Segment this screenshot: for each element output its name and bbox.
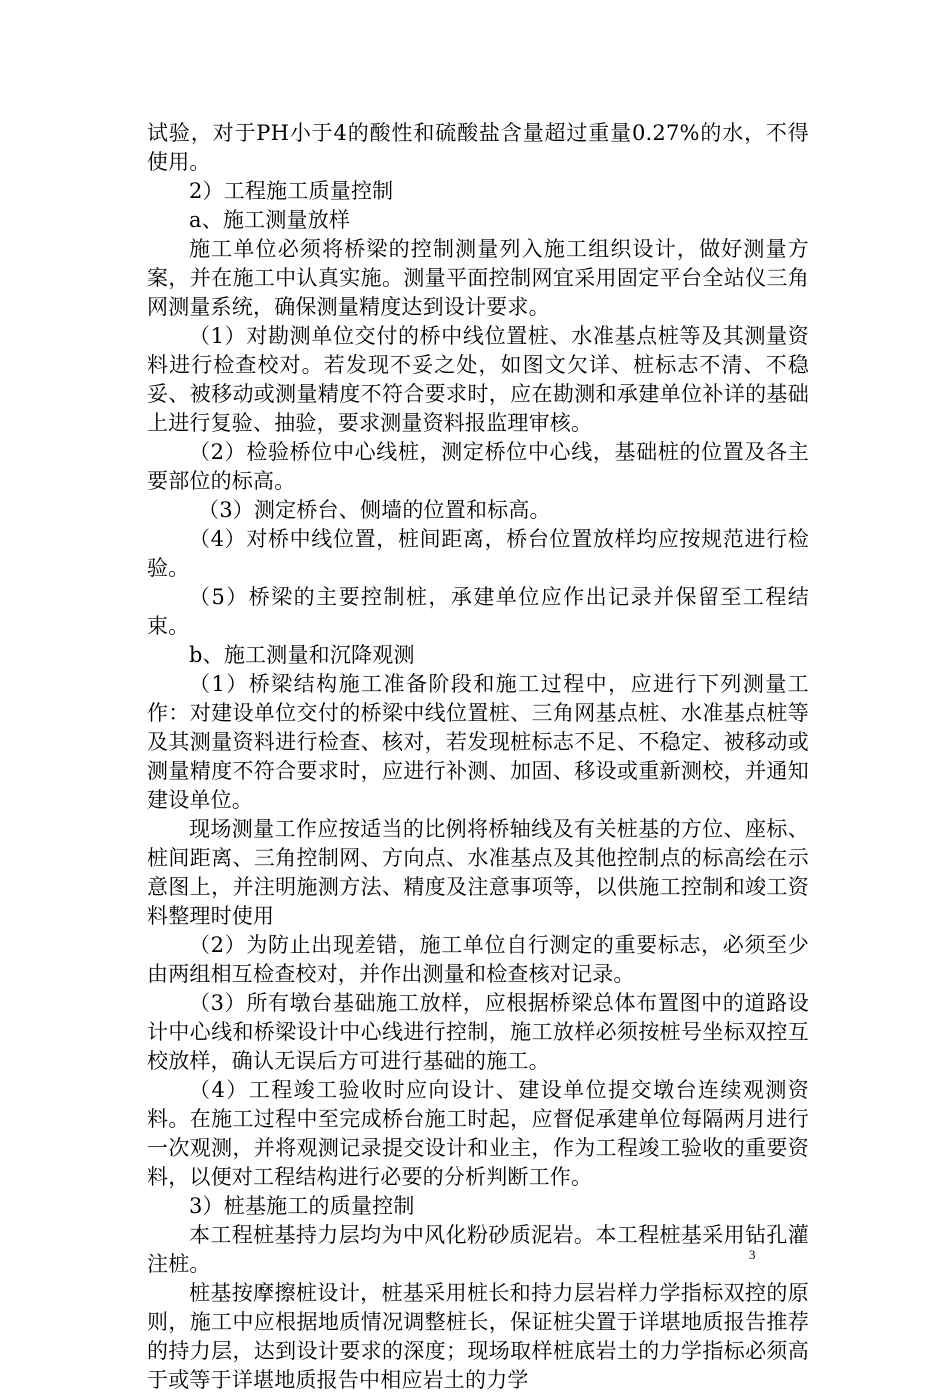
list-item: （5）桥梁的主要控制桩，承建单位应作出记录并保留至工程结束。 — [147, 585, 809, 638]
page-number: 3 — [749, 1247, 756, 1262]
subsection-heading: a、施工测量放样 — [189, 208, 351, 232]
section-heading: 3）桩基施工的质量控制 — [189, 1194, 415, 1218]
paragraph: 本工程桩基持力层均为中风化粉砂质泥岩。本工程桩基采用钻孔灌注桩。 — [147, 1223, 809, 1276]
list-item: （2）检验桥位中心线桩，测定桥位中心线，基础桩的位置及各主要部位的标高。 — [147, 440, 809, 493]
paragraph: 现场测量工作应按适当的比例将桥轴线及有关桩基的方位、座标、桩间距离、三角控制网、方向点、水准基点及其他控制点的标高绘在示意图上，并注明施测方法、精度及注意事项等，以供施工控制和竣工资料整理时使用 — [147, 817, 809, 928]
paragraph: 施工单位必须将桥梁的控制测量列入施工组织设计，做好测量方案，并在施工中认真实施。测量平面控制网宜采用固定平台全站仪三角网测量系统，确保测量精度达到设计要求。 — [147, 237, 809, 319]
list-item: （4）对桥中线位置，桩间距离，桥台位置放样均应按规范进行检验。 — [147, 527, 809, 580]
list-item: （1）桥梁结构施工准备阶段和施工过程中，应进行下列测量工作：对建设单位交付的桥梁中线位置桩、三角网基点桩、水准基点桩等及其测量资料进行检查、核对，若发现桩标志不足、不稳定、被移动或测量精度不符合要求时，应进行补测、加固、移设或重新测校，并通知建设单位。 — [147, 672, 809, 812]
list-item: （1）对勘测单位交付的桥中线位置桩、水准基点桩等及其测量资料进行检查校对。若发现不妥之处，如图文欠详、桩标志不清、不稳妥、被移动或测量精度不符合要求时，应在勘测和承建单位补详的基础上进行复验、抽验，要求测量资料报监理审核。 — [147, 324, 809, 435]
list-item: （3）测定桥台、侧墙的位置和标高。 — [198, 498, 551, 522]
section-heading: 2）工程施工质量控制 — [189, 179, 394, 203]
list-item: （4）工程竣工验收时应向设计、建设单位提交墩台连续观测资料。在施工过程中至完成桥台施工时起，应督促承建单位每隔两月进行一次观测，并将观测记录提交设计和业主，作为工程竣工验收的重要资料，以便对工程结构进行必要的分析判断工作。 — [147, 1078, 809, 1189]
list-item: （2）为防止出现差错，施工单位自行测定的重要标志，必须至少由两组相互检查校对，并作出测量和检查核对记录。 — [147, 933, 809, 986]
subsection-heading: b、施工测量和沉降观测 — [189, 643, 415, 667]
document-body — [147, 119, 809, 1395]
list-item: （3）所有墩台基础施工放样，应根据桥梁总体布置图中的道路设计中心线和桥梁设计中心线进行控制，施工放样必须按桩号坐标双控互校放样，确认无误后方可进行基础的施工。 — [147, 991, 809, 1073]
paragraph: 试验，对于PH小于4的酸性和硫酸盐含量超过重量0.27%的水，不得使用。 — [147, 121, 809, 174]
paragraph: 桩基按摩擦桩设计，桩基采用桩长和持力层岩样力学指标双控的原则，施工中应根据地质情况调整桩长，保证桩尖置于详堪地质报告推荐的持力层，达到设计要求的深度；现场取样桩底岩土的力学指标必须高于或等于详堪地质报告中相应岩土的力学 — [147, 1281, 809, 1392]
